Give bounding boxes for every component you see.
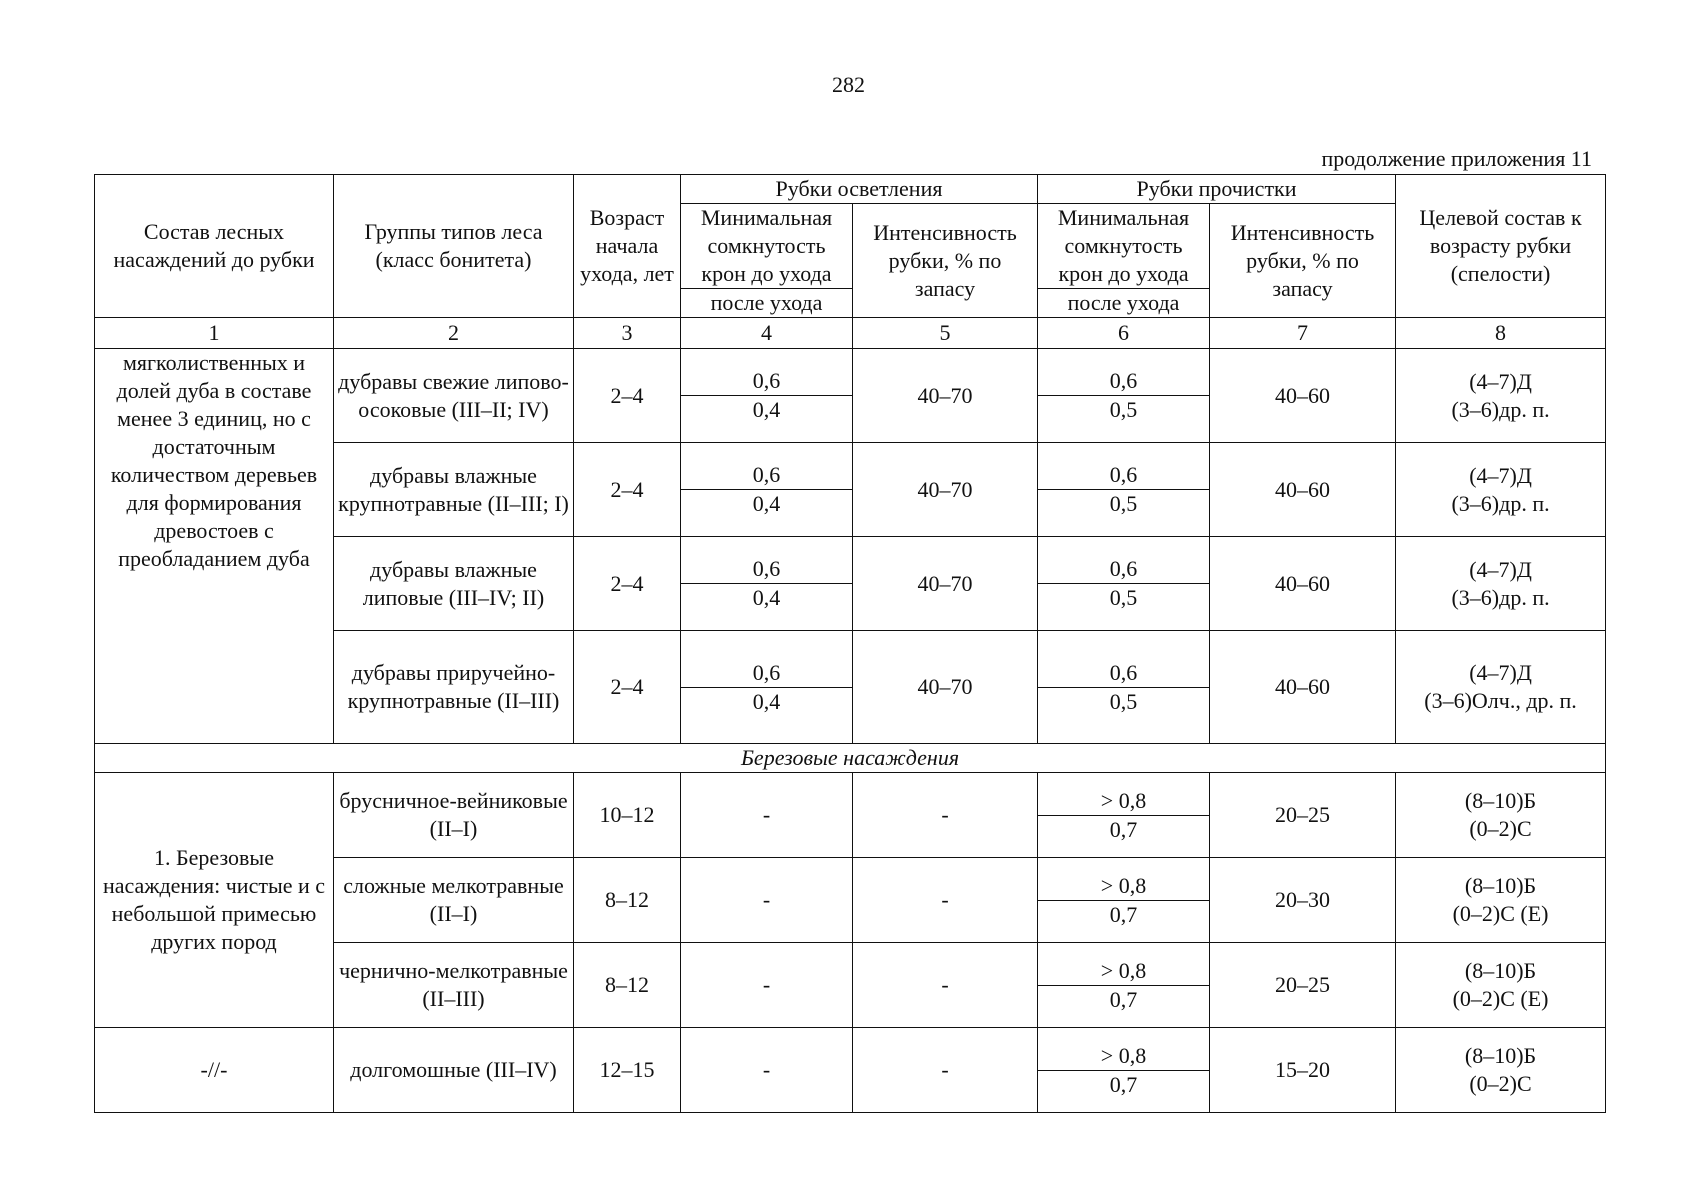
density-before: 0,6 bbox=[1038, 659, 1209, 688]
header-row-1 bbox=[95, 175, 1606, 204]
oak-composition: мягколиственных и долей дуба в составе менее 3 единиц, но с достаточным количеством деревьев для формирования древостоев с преобладанием дуба bbox=[95, 349, 334, 744]
clearing-intensity: 40–70 bbox=[853, 631, 1038, 744]
cleaning-intensity: 20–25 bbox=[1210, 943, 1396, 1028]
density-before: > 0,8 bbox=[1038, 787, 1209, 816]
table-row bbox=[95, 773, 1606, 858]
cleaning-density bbox=[1038, 773, 1210, 858]
column-number: 8 bbox=[1396, 318, 1606, 349]
start-age: 2–4 bbox=[574, 349, 681, 443]
clearing-density: - bbox=[681, 943, 853, 1028]
table-row bbox=[95, 349, 1606, 443]
density-after: 0,5 bbox=[1109, 585, 1138, 610]
clearing-intensity: 40–70 bbox=[853, 443, 1038, 537]
column-numbers-row bbox=[95, 318, 1606, 349]
clearing-density: - bbox=[681, 1028, 853, 1113]
target-line: (4–7)Д bbox=[1469, 368, 1532, 394]
clearing-density bbox=[681, 537, 853, 631]
density-before: 0,6 bbox=[1038, 367, 1209, 396]
density-after: 0,5 bbox=[1109, 397, 1138, 422]
target-composition bbox=[1396, 943, 1606, 1028]
forest-type: дубравы приручейно-крупнотравные (II–III) bbox=[334, 631, 574, 744]
cleaning-intensity: 40–60 bbox=[1210, 443, 1396, 537]
forest-care-table bbox=[94, 174, 1606, 1113]
forest-type: долгомошные (III–IV) bbox=[334, 1028, 574, 1113]
header-clearing-intensity: Интенсивность рубки, % по запасу bbox=[853, 204, 1038, 318]
cleaning-density bbox=[1038, 1028, 1210, 1113]
header-start-age: Возраст начала ухода, лет bbox=[574, 175, 681, 318]
header-clearing-after: после ухода bbox=[681, 289, 853, 318]
page-number: 282 bbox=[832, 72, 865, 97]
density-after: 0,7 bbox=[1109, 901, 1138, 927]
clearing-density: - bbox=[681, 773, 853, 858]
column-number: 5 bbox=[853, 318, 1038, 349]
target-line: (8–10)Б bbox=[1464, 788, 1537, 813]
target-line: (8–10)Б bbox=[1464, 873, 1537, 898]
cleaning-intensity: 40–60 bbox=[1210, 537, 1396, 631]
header-cleaning-intensity: Интенсивность рубки, % по запасу bbox=[1210, 204, 1396, 318]
density-after: 0,5 bbox=[1109, 688, 1138, 714]
density-after: 0,4 bbox=[752, 688, 781, 714]
forest-type: дубравы влажные крупнотравные (II–III; I) bbox=[334, 443, 574, 537]
cleaning-density bbox=[1038, 943, 1210, 1028]
clearing-intensity: - bbox=[853, 1028, 1038, 1113]
start-age: 12–15 bbox=[574, 1028, 681, 1113]
column-number: 2 bbox=[334, 318, 574, 349]
column-number: 4 bbox=[681, 318, 853, 349]
forest-type: дубравы влажные липовые (III–IV; II) bbox=[334, 537, 574, 631]
forest-type: сложные мелкотравные (II–I) bbox=[334, 858, 574, 943]
target-composition bbox=[1396, 858, 1606, 943]
column-number: 3 bbox=[574, 318, 681, 349]
clearing-intensity: 40–70 bbox=[853, 537, 1038, 631]
clearing-intensity: - bbox=[853, 858, 1038, 943]
density-after: 0,5 bbox=[1109, 491, 1138, 516]
density-before: 0,6 bbox=[681, 555, 852, 584]
column-number: 7 bbox=[1210, 318, 1396, 349]
header-cleaning-min-density: Минимальная сомкнутость крон до ухода bbox=[1038, 204, 1210, 289]
cleaning-density bbox=[1038, 631, 1210, 744]
density-before: > 0,8 bbox=[1038, 957, 1209, 986]
target-line: (0–2)С (Е) bbox=[1452, 986, 1549, 1011]
start-age: 2–4 bbox=[574, 631, 681, 744]
target-composition bbox=[1396, 537, 1606, 631]
header-forest-type: Группы типов леса (класс бонитета) bbox=[334, 175, 574, 318]
target-line: (4–7)Д bbox=[1469, 462, 1532, 488]
target-composition bbox=[1396, 1028, 1606, 1113]
target-line: (0–2)С bbox=[1469, 816, 1532, 841]
target-line: (4–7)Д bbox=[1469, 660, 1532, 685]
forest-type: чернично-мелкотравные (II–III) bbox=[334, 943, 574, 1028]
density-after: 0,4 bbox=[752, 585, 781, 610]
start-age: 8–12 bbox=[574, 943, 681, 1028]
column-number: 6 bbox=[1038, 318, 1210, 349]
clearing-intensity: - bbox=[853, 943, 1038, 1028]
density-after: 0,4 bbox=[752, 491, 781, 516]
cleaning-intensity: 40–60 bbox=[1210, 631, 1396, 744]
target-line: (4–7)Д bbox=[1469, 556, 1532, 582]
clearing-density bbox=[681, 631, 853, 744]
start-age: 2–4 bbox=[574, 443, 681, 537]
cleaning-density bbox=[1038, 443, 1210, 537]
forest-type: брусничное-вейниковые (II–I) bbox=[334, 773, 574, 858]
density-after: 0,7 bbox=[1109, 1071, 1138, 1097]
header-cleaning-group: Рубки прочистки bbox=[1038, 175, 1396, 204]
start-age: 10–12 bbox=[574, 773, 681, 858]
clearing-intensity: 40–70 bbox=[853, 349, 1038, 443]
cleaning-density bbox=[1038, 349, 1210, 443]
density-before: 0,6 bbox=[681, 367, 852, 396]
clearing-intensity: - bbox=[853, 773, 1038, 858]
section-title-row bbox=[95, 744, 1606, 773]
target-composition bbox=[1396, 349, 1606, 443]
header-cleaning-after: после ухода bbox=[1038, 289, 1210, 318]
target-line: (3–6)др. п. bbox=[1451, 584, 1550, 610]
cleaning-density bbox=[1038, 858, 1210, 943]
target-composition bbox=[1396, 443, 1606, 537]
forest-type: дубравы свежие липово-осоковые (III–II; IV) bbox=[334, 349, 574, 443]
target-line: (8–10)Б bbox=[1464, 958, 1537, 983]
table-row bbox=[95, 1028, 1606, 1113]
header-clearing-group: Рубки осветления bbox=[681, 175, 1038, 204]
density-before: > 0,8 bbox=[1038, 872, 1209, 901]
target-composition bbox=[1396, 631, 1606, 744]
birch-section-title: Березовые насаждения bbox=[95, 744, 1606, 773]
density-before: 0,6 bbox=[1038, 461, 1209, 490]
start-age: 8–12 bbox=[574, 858, 681, 943]
cleaning-intensity: 20–30 bbox=[1210, 858, 1396, 943]
cleaning-intensity: 20–25 bbox=[1210, 773, 1396, 858]
density-after: 0,7 bbox=[1109, 986, 1138, 1012]
target-line: (3–6)др. п. bbox=[1451, 490, 1550, 516]
composition-ditto: -//- bbox=[95, 1028, 334, 1113]
clearing-density: - bbox=[681, 858, 853, 943]
cleaning-intensity: 15–20 bbox=[1210, 1028, 1396, 1113]
target-line: (8–10)Б bbox=[1464, 1043, 1537, 1068]
density-before: 0,6 bbox=[681, 461, 852, 490]
target-composition bbox=[1396, 773, 1606, 858]
continuation-label: продолжение приложения 11 bbox=[1321, 146, 1592, 171]
clearing-density bbox=[681, 349, 853, 443]
cleaning-density bbox=[1038, 537, 1210, 631]
target-line: (0–2)С (Е) bbox=[1452, 901, 1549, 926]
density-before: 0,6 bbox=[681, 659, 852, 688]
density-after: 0,4 bbox=[752, 397, 781, 422]
header-composition: Состав лесных насаждений до рубки bbox=[95, 175, 334, 318]
density-before: 0,6 bbox=[1038, 555, 1209, 584]
density-before: > 0,8 bbox=[1038, 1042, 1209, 1071]
target-line: (3–6)др. п. bbox=[1451, 396, 1550, 422]
clearing-density bbox=[681, 443, 853, 537]
target-line: (3–6)Олч., др. п. bbox=[1424, 688, 1577, 713]
header-target-composition: Целевой состав к возрасту рубки (спелости) bbox=[1396, 175, 1606, 318]
cleaning-intensity: 40–60 bbox=[1210, 349, 1396, 443]
birch-composition: 1. Березовые насаждения: чистые и с небольшой примесью других пород bbox=[95, 773, 334, 1028]
start-age: 2–4 bbox=[574, 537, 681, 631]
column-number: 1 bbox=[95, 318, 334, 349]
density-after: 0,7 bbox=[1109, 816, 1138, 842]
target-line: (0–2)С bbox=[1469, 1071, 1532, 1096]
header-clearing-min-density: Минимальная сомкнутость крон до ухода bbox=[681, 204, 853, 289]
